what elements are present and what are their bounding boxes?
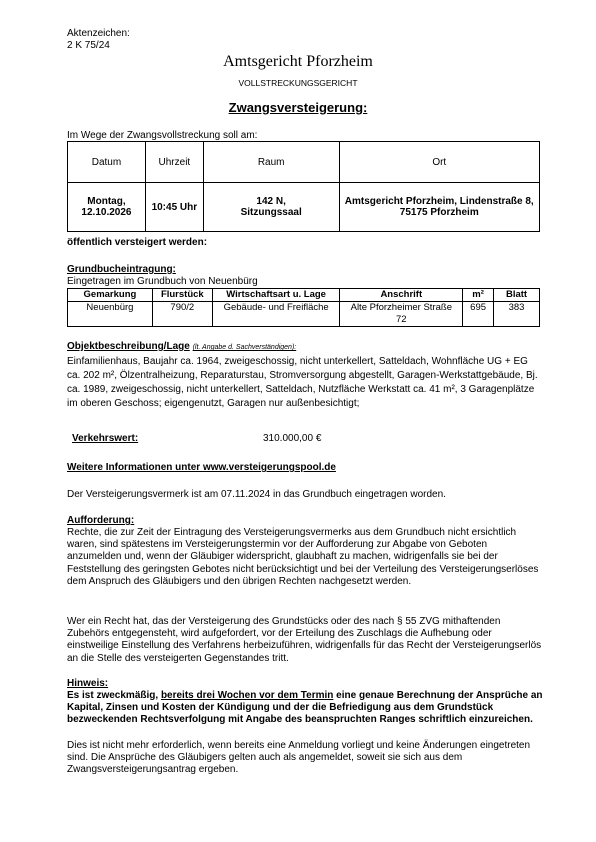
court-name: Amtsgericht Pforzheim <box>223 53 373 70</box>
schedule-header-time: Uhrzeit <box>145 142 203 183</box>
lr-anschrift <box>340 302 463 327</box>
lr-anschrift-number: 72 <box>396 314 407 325</box>
land-register-table <box>67 288 540 327</box>
lr-flurstueck: 790/2 <box>152 302 212 327</box>
schedule-place <box>339 183 539 232</box>
schedule-room-number: 142 N, <box>256 196 286 207</box>
registration-note: Der Versteigerungsvermerk ist am 07.11.2024 in das Grundbuch eingetragen worden. <box>67 489 446 500</box>
lr-blatt: 383 <box>494 302 540 327</box>
request-heading: Aufforderung: <box>67 515 135 526</box>
court-department: VOLLSTRECKUNGSGERICHT <box>238 78 358 88</box>
land-register-heading: Grundbucheintragung: <box>67 264 176 275</box>
notice-bold-pre: Es ist zweckmäßig, <box>67 690 159 701</box>
object-description-text: Einfamilienhaus, Baujahr ca. 1964, zweigeschossig, nicht unterkellert, Satteldach, Wohnfläche UG + EG ca. 202 m², Ölzentralheizung, Reparaturstau, Stromversorgung abgestellt, Garagen-Werkstattgebäude, Bj. ca. 1989, zweigeschossig, nicht unterkellert, Satteldach, Nutzfläche Werkstatt ca. 41 m², 3 Garagenplätze im oberen Geschoss; eigengenutzt, Garagen nur außenbesichtigt; <box>67 356 538 409</box>
schedule-header-room: Raum <box>203 142 339 183</box>
notice-bold-post: eine genaue Berechnung der Ansprüche an Kapital, Zinsen und Kosten der Kündigung und der die Befriedigung aus dem Grundstück bezweckenden Rechtsverfolgung mit Angabe des beanspruchten Ranges schriftlich einzureichen. <box>67 690 543 726</box>
notice-bold-deadline: bereits drei Wochen vor dem Termin <box>160 690 334 701</box>
lr-header-gemarkung: Gemarkung <box>68 289 153 302</box>
lr-header-anschrift: Anschrift <box>340 289 463 302</box>
land-register-header-row <box>68 289 540 302</box>
market-value: 310.000,00 € <box>263 433 322 444</box>
request-paragraph-2: Wer ein Recht hat, das der Versteigerung des Grundstücks oder des nach § 55 ZVG mithaftenden Zubehörs entgegensteht, wird aufgefordert, vor der Erteilung des Zuschlags die Aufhebung oder einstweilige Einstellung des Verfahrens herbeizuführen, widrigenfalls für das Recht der Versteigerungserlös an die Stelle des versteigerten Gegenstandes tritt. <box>67 616 542 664</box>
more-info-link[interactable]: Weitere Informationen unter www.versteigerungspool.de <box>67 462 336 473</box>
document-title: Zwangsversteigerung: <box>228 100 368 115</box>
schedule-time: 10:45 Uhr <box>145 183 203 232</box>
schedule-value-row <box>68 183 540 232</box>
schedule-place-street: Amtsgericht Pforzheim, Lindenstraße 8, <box>344 196 534 207</box>
intro-text: Im Wege der Zwangsvollstreckung soll am: <box>67 130 258 141</box>
schedule-date-value: 12.10.2026 <box>81 207 132 218</box>
schedule-header-row <box>68 142 540 183</box>
object-description-label: Objektbeschreibung/Lage <box>67 341 190 352</box>
lr-gemarkung: Neuenbürg <box>68 302 153 327</box>
lr-header-flurstueck: Flurstück <box>152 289 212 302</box>
notice-bold-paragraph <box>67 690 543 727</box>
market-value-label: Verkehrswert: <box>72 433 139 444</box>
lr-area: 695 <box>463 302 494 327</box>
lr-wirtschaftsart: Gebäude- und Freifläche <box>212 302 340 327</box>
auction-statement: öffentlich versteigert werden: <box>67 237 208 248</box>
notice-heading: Hinweis: <box>67 678 109 689</box>
schedule-room-name: Sitzungssaal <box>240 207 302 218</box>
lr-anschrift-street: Alte Pforzheimer Straße <box>350 302 452 313</box>
schedule-room <box>203 183 339 232</box>
object-description-note: (lt. Angabe d. Sachverständigen): <box>192 344 297 351</box>
schedule-header-date: Datum <box>68 142 146 183</box>
object-description <box>67 340 543 411</box>
lr-header-area: m² <box>463 289 494 302</box>
request-paragraph-1: Rechte, die zur Zeit der Eintragung des Versteigerungsvermerks aus dem Grundbuch nicht ersichtlich waren, sind spätestens im Versteigerungstermin vor der Aufforderung zur Abgabe von Geboten anzumelden und, wenn der Gläubiger widerspricht, glaubhaft zu machen, widrigenfalls sie bei der Feststellung des geringsten Gebotes nicht berücksichtigt und bei der Verteilung des Versteigerungserlöses dem Anspruch des Gläubigers und den übrigen Rechten nachgesetzt werden. <box>67 527 539 587</box>
notice-paragraph: Dies ist nicht mehr erforderlich, wenn bereits eine Anmeldung vorliegt und keine Änderungen eingetreten sind. Die Ansprüche des Gläubigers gelten auch als angemeldet, soweit sie sich aus dem Zwangsversteigerungsantrag ergeben. <box>67 740 531 776</box>
schedule-table <box>67 141 540 232</box>
file-reference-value: 2 K 75/24 <box>67 40 110 51</box>
file-reference-label: Aktenzeichen: <box>67 28 130 39</box>
schedule-place-city: 75175 Pforzheim <box>399 207 479 218</box>
land-register-row <box>68 302 540 327</box>
lr-header-wirtschaftsart: Wirtschaftsart u. Lage <box>212 289 340 302</box>
file-reference <box>67 28 130 52</box>
lr-header-blatt: Blatt <box>494 289 540 302</box>
schedule-date-weekday: Montag, <box>87 196 126 207</box>
schedule-date <box>68 183 146 232</box>
land-register-subtitle: Eingetragen im Grundbuch von Neuenbürg <box>67 276 258 287</box>
schedule-header-place: Ort <box>339 142 539 183</box>
